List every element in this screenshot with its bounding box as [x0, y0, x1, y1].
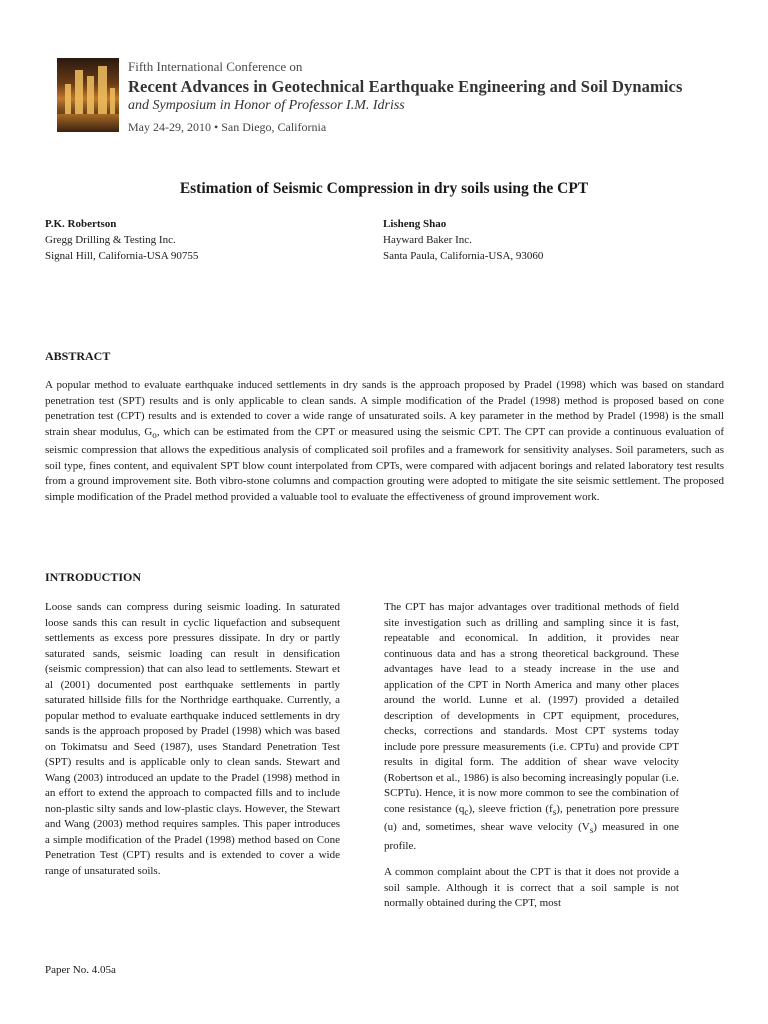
paper-title: Estimation of Seismic Compression in dry soils using the CPT — [179, 180, 589, 197]
intro-column-left — [45, 600, 340, 890]
subscript: s — [552, 806, 557, 817]
author-name: Lisheng Shao — [383, 218, 447, 230]
subscript: s — [589, 825, 594, 836]
abstract-text — [45, 378, 724, 505]
building-shape — [110, 88, 115, 114]
building-shape — [98, 66, 107, 114]
author-block — [45, 216, 198, 264]
conference-name: Recent Advances in Geotechnical Earthquake Engineering and Soil Dynamics — [128, 77, 683, 96]
abstract-text-part: A popular method to evaluate earthquake induced settlements in dry sands is the approach proposed by Pradel (1998) which was based on standard penetration test (SPT) results and is only applicable to clean sands. A simple modification of the Pradel (1998) method is proposed based on cone penetration test (CPT) results and is extended to cover a wide range of unsaturated soils. A key parameter in the method by Pradel (1998) is the small strain shear modulus, G — [45, 379, 724, 438]
building-shape — [87, 76, 94, 114]
conference-symposium: and Symposium in Honor of Professor I.M. Idriss — [128, 98, 405, 113]
text-part: ), sleeve friction (f — [468, 802, 553, 815]
conference-banner — [57, 58, 697, 136]
building-shape — [65, 84, 71, 114]
subscript: c — [464, 806, 469, 817]
intro-column-right — [384, 600, 679, 923]
skyline-photo — [57, 58, 119, 132]
introduction-heading: INTRODUCTION — [45, 570, 142, 584]
conference-line-1: Fifth International Conference on — [128, 59, 303, 74]
author-address: Santa Paula, California-USA, 93060 — [383, 250, 544, 262]
text-part: ) measured in one profile. — [384, 821, 679, 852]
author-affiliation: Gregg Drilling & Testing Inc. — [45, 234, 176, 246]
text-part: The CPT has major advantages over traditional methods of field site investigation such as drilling and sampling since it is fast, repeatable and economical. In addition, it provides near continuous data and has a strong theoretical background. These advantages have lead to a steady increase in the use and application of the CPT in North America and many other places around the world. Lunne et al. (1997) provided a detailed description of developments in CPT equipment, procedures, checks, corrections and standards. Most CPT systems today include pore pressure measurements (i.e. CPTu) and provide CPT results in digital form. The addition of shear wave velocity (Robertson et al., 1986) is also becoming increasingly popular (i.e. SCPTu). Hence, it is now more common to see the combination of cone resistance (q — [384, 601, 679, 815]
abstract-text-part: , which can be estimated from the CPT or measured using the seismic CPT. The CPT can provide a continuous evaluation of seismic compression that allows the expeditious analysis of complicated soil profiles and a framework for sensitivity analyses. Soil parameters, such as soil type, fines content, and equivalent SPT blow count interpolated from CPTs, were compared with adjacent borings and related laboratory test results from a ground improvement site. Both vibro-stone columns and compaction grouting were adopted to mitigate the site seismic settlement. The proposed simple modification of the Pradel method provided a valuable tool to evaluate the effectiveness of ground improvement work. — [45, 425, 725, 503]
body-paragraph: Loose sands can compress during seismic loading. In saturated loose sands this can result in cyclic liquefaction and subsequent settlements as excess pore pressures dissipate. In dry or partly saturated sands, seismic loading can result in densification (seismic compression) that can also lead to settlements. Stewart et al (2001) documented post earthquake settlements in partly saturated hillside fills for the Northridge earthquake. Currently, a popular method to evaluate earthquake induced settlements in dry sands is the approach proposed by Pradel (1998) which was based on Tokimatsu and Seed (1987), uses Standard Penetration Test (SPT) results and is applicable only to clean sands. Stewart and Wang (2003) introduced an update to the Pradel (1998) method in an effort to extend the approach to compacted fills and to include non-plastic silty sands and low-plastic clays. However, the Stewart and Wang (2003) method requires samples. This paper introduces a simple modification of the Pradel (1998) method based on Cone Penetration Test (CPT) results and is extended to cover a wide range of unsaturated soils. — [45, 601, 340, 877]
author-address: Signal Hill, California-USA 90755 — [45, 250, 199, 262]
subscript: o — [152, 429, 157, 440]
conference-date-location: May 24-29, 2010 • San Diego, California — [128, 120, 327, 134]
body-paragraph — [384, 600, 679, 854]
author-affiliation: Hayward Baker Inc. — [383, 234, 472, 246]
body-paragraph: A common complaint about the CPT is that it does not provide a soil sample. Although it is correct that a soil sample is not normally obtained during the CPT, most — [384, 866, 679, 910]
author-block — [383, 216, 543, 264]
abstract-heading: ABSTRACT — [45, 349, 111, 363]
author-name: P.K. Robertson — [45, 218, 117, 230]
paper-number: Paper No. 4.05a — [45, 964, 116, 976]
building-shape — [75, 70, 83, 114]
text-part: ), penetration pore pressure (u) and, sometimes, shear wave velocity (V — [384, 802, 679, 834]
water-reflection — [57, 114, 119, 132]
